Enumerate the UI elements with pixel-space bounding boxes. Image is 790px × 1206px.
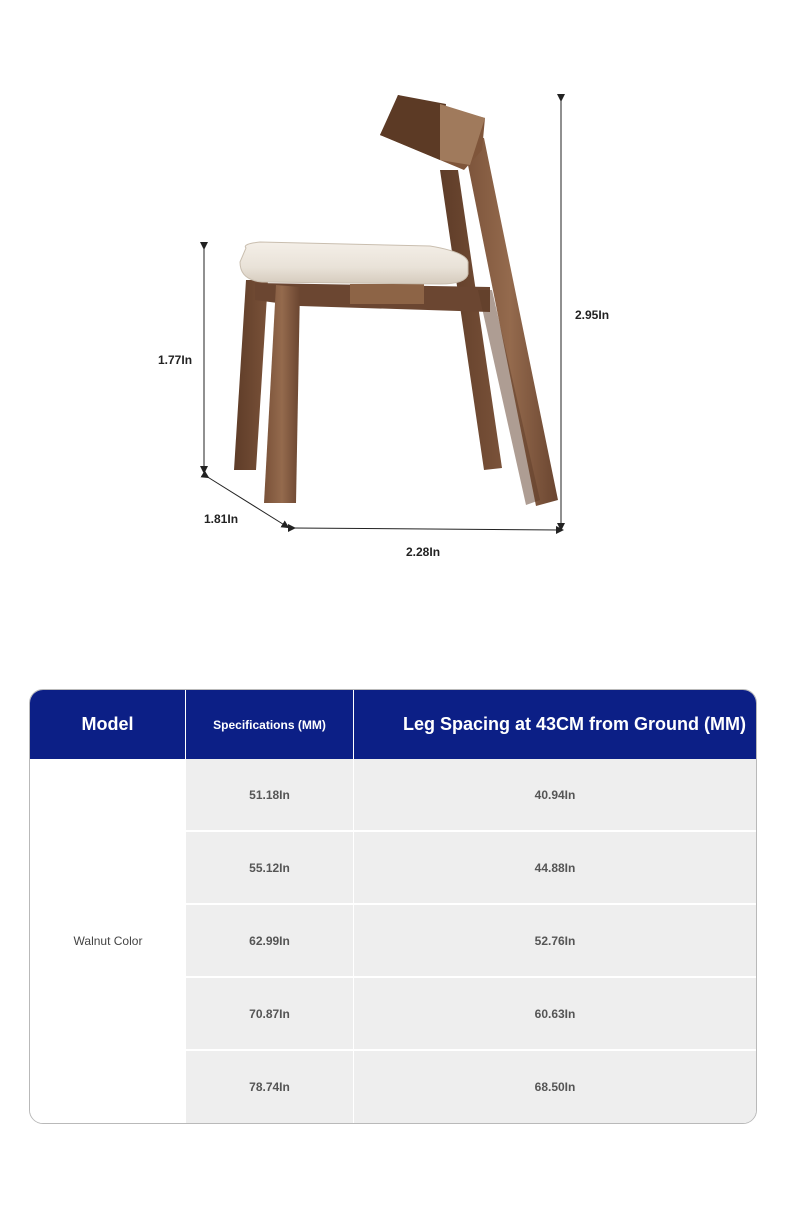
chair-front-leg-far	[234, 280, 268, 470]
spec-cell: 55.12In	[186, 832, 354, 903]
total-height-label: 2.95In	[575, 308, 610, 322]
chair-illustration	[0, 0, 790, 600]
leg-spacing-cell: 52.76In	[534, 933, 576, 948]
table-header	[30, 690, 756, 759]
spec-cell: 51.18In	[186, 759, 354, 830]
table-row	[186, 905, 756, 977]
depth-label: 1.81In	[204, 512, 239, 526]
spec-cell: 78.74In	[186, 1051, 354, 1123]
spec-cell: 70.87In	[186, 978, 354, 1049]
header-model: Model	[30, 690, 186, 759]
chair-front-leg-near	[264, 285, 300, 503]
width-label: 2.28In	[406, 545, 441, 559]
table-row	[186, 978, 756, 1050]
spec-table	[29, 689, 757, 1124]
dimension-line-width	[292, 528, 560, 530]
seat-height-label: 1.77In	[158, 353, 193, 367]
chair-seat-block	[350, 284, 424, 304]
leg-spacing-cell: 60.63In	[534, 1006, 576, 1021]
table-row	[186, 832, 756, 904]
leg-spacing-cell: 68.50In	[534, 1080, 576, 1094]
table-body	[30, 759, 756, 1123]
table-row	[186, 1051, 756, 1123]
chair-backrest-face	[380, 95, 446, 160]
table-row	[186, 759, 756, 831]
spec-cell: 62.99In	[186, 905, 354, 976]
chair-dimension-figure	[0, 0, 790, 600]
header-leg-spacing: Leg Spacing at 43CM from Ground (MM)	[402, 714, 746, 734]
chair-seat-cushion	[240, 242, 468, 284]
model-cell: Walnut Color	[30, 759, 186, 1123]
leg-spacing-cell: 44.88In	[534, 860, 576, 875]
header-specifications: Specifications (MM)	[186, 690, 354, 759]
leg-spacing-cell: 40.94In	[534, 787, 576, 802]
table-rows	[186, 759, 756, 1123]
